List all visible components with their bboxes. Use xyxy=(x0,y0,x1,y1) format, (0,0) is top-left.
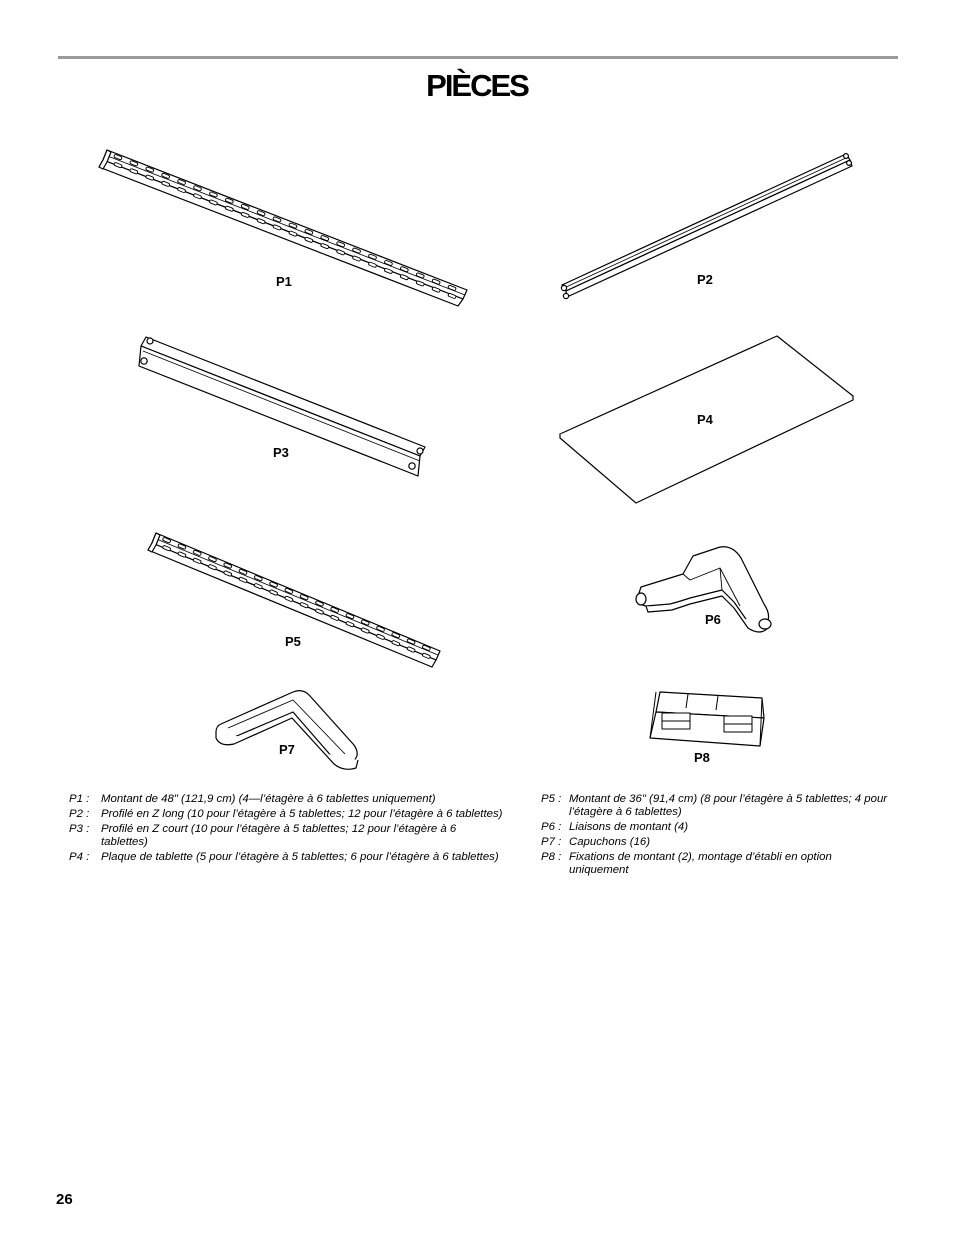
part-description: Montant de 36" (91,4 cm) (8 pour l’étagère à 5 tablettes; 4 pour l’étagère à 6 tablettes) xyxy=(569,793,888,818)
list-item xyxy=(541,851,891,877)
part-description: Plaque de tablette (5 pour l’étagère à 5 tablettes; 6 pour l’étagère à 6 tablettes) xyxy=(101,851,499,863)
list-item xyxy=(69,851,544,864)
label-p1: P1 xyxy=(276,274,292,289)
list-item xyxy=(541,793,891,819)
label-p5: P5 xyxy=(285,634,301,649)
label-p7: P7 xyxy=(279,742,295,757)
page-title: PIÈCES xyxy=(426,68,528,103)
part-key: P7 : xyxy=(541,836,562,848)
p8-mounting-bracket-drawing xyxy=(650,692,764,746)
part-key: P1 : xyxy=(69,793,90,805)
part-key: P3 : xyxy=(69,823,90,835)
part-description: Capuchons (16) xyxy=(569,836,651,848)
list-item xyxy=(69,808,544,821)
list-item xyxy=(69,823,544,849)
label-p2: P2 xyxy=(697,272,713,287)
list-item xyxy=(541,836,891,849)
label-p3: P3 xyxy=(273,445,289,460)
part-description: Profilé en Z court (10 pour l’étagère à 5 tablettes; 12 pour l’étagère à 6 tablettes) xyxy=(101,823,457,848)
label-p8: P8 xyxy=(694,750,710,765)
parts-list-left xyxy=(69,793,544,866)
label-p6: P6 xyxy=(705,612,721,627)
part-key: P4 : xyxy=(69,851,90,863)
parts-list-right xyxy=(541,793,891,879)
part-key: P5 : xyxy=(541,793,562,805)
label-p4: P4 xyxy=(697,412,713,427)
part-description: Montant de 48" (121,9 cm) (4—l’étagère à 6 tablettes uniquement) xyxy=(101,793,436,805)
list-item xyxy=(69,793,544,806)
p6-connector-drawing xyxy=(636,547,771,632)
part-key: P2 : xyxy=(69,808,90,820)
part-description: Liaisons de montant (4) xyxy=(569,821,689,833)
part-description: Profilé en Z long (10 pour l’étagère à 5 tablettes; 12 pour l’étagère à 6 tablettes) xyxy=(101,808,503,820)
p7-end-cap-drawing xyxy=(216,691,358,770)
list-item xyxy=(541,821,891,834)
page-number: 26 xyxy=(56,1191,73,1208)
part-key: P6 : xyxy=(541,821,562,833)
part-description: Fixations de montant (2), montage d’établi en option uniquement xyxy=(569,851,832,876)
part-key: P8 : xyxy=(541,851,562,863)
